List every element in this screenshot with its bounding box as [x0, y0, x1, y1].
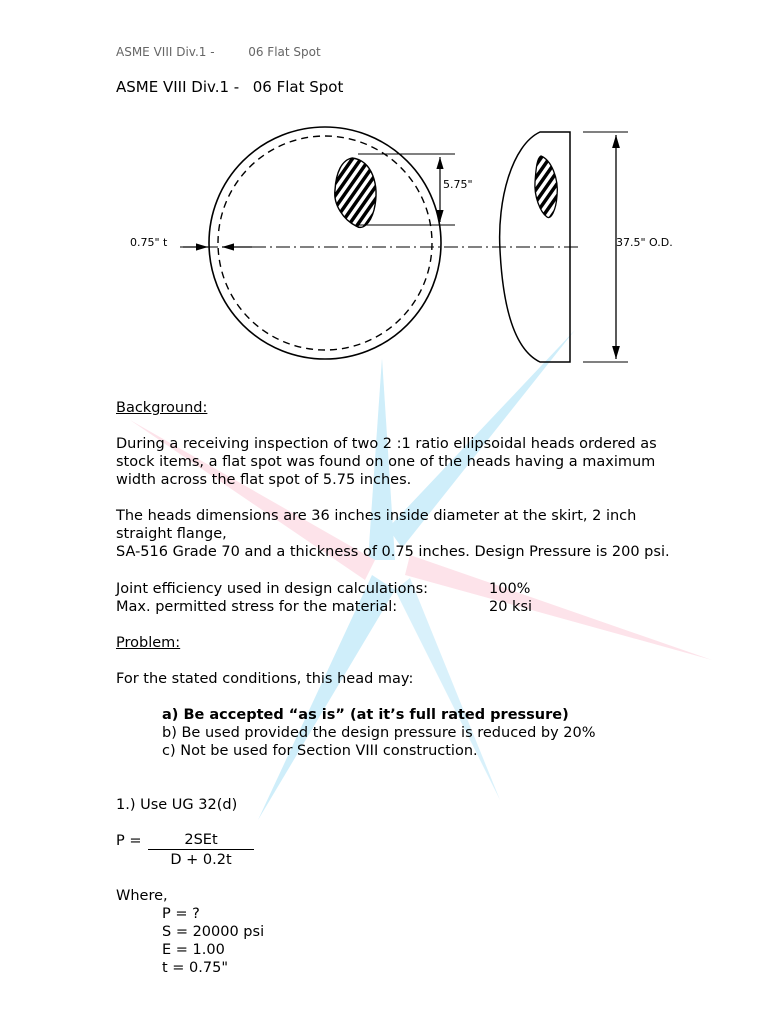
background-paragraph-2: [116, 507, 670, 561]
text-line: stock items, a flat spot was found on one of the heads having a maximum: [116, 454, 656, 470]
head-inner-circle: [218, 136, 432, 350]
text-line: width across the flat spot of 5.75 inches.: [116, 472, 412, 488]
title-doc: ASME VIII Div.1 -: [116, 78, 240, 96]
variable-item: t = 0.75": [162, 960, 229, 976]
head-outer-circle: [209, 127, 441, 359]
option-c: c) Not be used for Section VIII construction.: [162, 743, 478, 759]
dim-thickness-label: 0.75" t: [130, 236, 168, 249]
header-doc: ASME VIII Div.1 -: [116, 45, 215, 59]
where-label: Where,: [116, 888, 168, 904]
option-a: a) Be accepted “as is” (at it’s full rated pressure): [162, 707, 569, 723]
background-heading: Background:: [116, 400, 208, 416]
solution-step: 1.) Use UG 32(d): [116, 797, 238, 813]
variable-item: P = ?: [162, 906, 200, 922]
problem-options: [162, 706, 596, 760]
flat-spot-diagram: [0, 0, 768, 400]
header-topic: 06 Flat Spot: [248, 45, 321, 59]
text-line: SA-516 Grade 70 and a thickness of 0.75 inches. Design Pressure is 200 psi.: [116, 544, 670, 560]
formula-lhs: P =: [116, 833, 142, 849]
problem-intro: For the stated conditions, this head may:: [116, 671, 414, 687]
dim-od-label: 37.5" O.D.: [616, 236, 673, 249]
variable-item: E = 1.00: [162, 942, 225, 958]
title-topic: 06 Flat Spot: [252, 78, 344, 96]
param-label-max-stress: Max. permitted stress for the material:: [116, 599, 398, 615]
dim-width-label: 5.75": [443, 178, 473, 191]
variable-item: S = 20000 psi: [162, 924, 265, 940]
text-line: During a receiving inspection of two 2 :1 ratio ellipsoidal heads ordered as: [116, 436, 657, 452]
variable-list: [162, 905, 264, 977]
flat-spot-side-hatch: [535, 156, 557, 218]
problem-heading: Problem:: [116, 635, 181, 651]
param-value-joint-efficiency: 100%: [489, 581, 531, 597]
text-line: straight flange,: [116, 526, 227, 542]
formula-numerator: 2SEt: [148, 832, 254, 850]
formula-denominator: D + 0.2t: [170, 852, 232, 868]
flat-spot-hatch: [335, 158, 376, 227]
text-line: The heads dimensions are 36 inches inside diameter at the skirt, 2 inch: [116, 508, 637, 524]
param-label-joint-efficiency: Joint efficiency used in design calculations:: [116, 581, 429, 597]
param-value-max-stress: 20 ksi: [489, 599, 533, 615]
option-b: b) Be used provided the design pressure is reduced by 20%: [162, 725, 596, 741]
background-paragraph-1: [116, 435, 657, 489]
